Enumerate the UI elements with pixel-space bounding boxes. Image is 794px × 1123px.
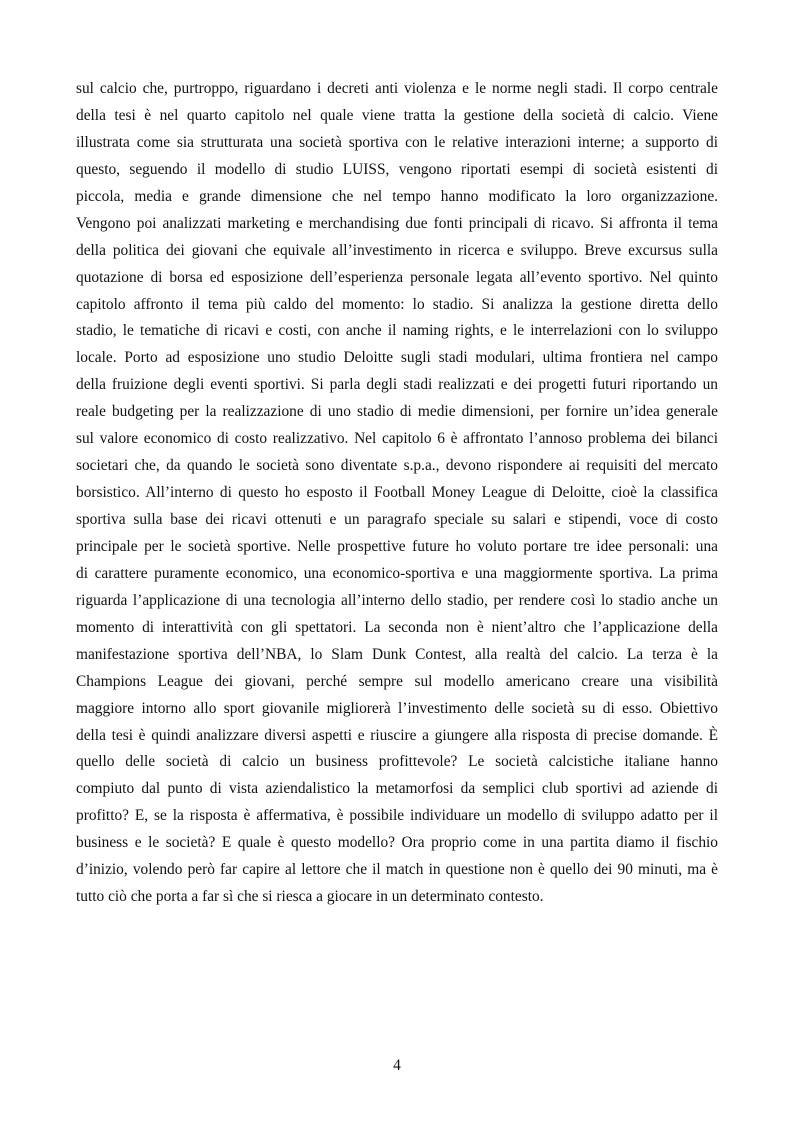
text-line: capitolo affronto il tema più caldo del momento: lo stadio. Si analizza la gestione diretta dello [76,295,718,313]
text-line: di carattere puramente economico, una economico-sportiva e una maggiormente sportiva. La prima [76,564,718,582]
text-line: momento di interattività con gli spettatori. La seconda non è nient’altro che l’applicazione della [76,618,718,636]
text-line: della politica dei giovani che equivale all’investimento in ricerca e sviluppo. Breve excursus sulla [76,241,718,259]
text-line: d’inizio, volendo però far capire al lettore che il match in questione non è quello dei 90 minuti, ma è [76,861,718,879]
text-line: principale per le società sportive. Nelle prospettive future ho voluto portare tre idee personali: una [76,537,718,555]
text-line: borsistico. All’interno di questo ho esposto il Football Money League di Deloitte, cioè la classifica [76,484,718,502]
text-line: compiuto dal punto di vista aziendalistico la metamorfosi da semplici club sportivi ad aziende di [76,780,718,798]
body-paragraph [76,76,718,911]
text-line: sul valore economico di costo realizzativo. Nel capitolo 6 è affrontato l’annoso problema dei bilanci [76,430,718,448]
text-line: business e le società? E quale è questo modello? Ora proprio come in una partita diamo il fischio [76,834,718,852]
text-line: della tesi è nel quarto capitolo nel quale viene tratta la gestione della società di calcio. Viene [76,106,718,124]
text-line: della fruizione degli eventi sportivi. Si parla degli stadi realizzati e dei progetti futuri riportando un [76,376,718,394]
text-line: reale budgeting per la realizzazione di uno stadio di medie dimensioni, per fornire un’idea generale [76,403,718,421]
text-line: manifestazione sportiva dell’NBA, lo Slam Dunk Contest, alla realtà del calcio. La terza è la [76,645,718,663]
text-line: sul calcio che, purtroppo, riguardano i decreti anti violenza e le norme negli stadi. Il corpo centrale [76,80,718,97]
text-line: profitto? E, se la risposta è affermativa, è possibile individuare un modello di sviluppo adatto per il [76,807,718,825]
text-line: illustrata come sia strutturata una società sportiva con le relative interazioni interne; a supporto di [76,133,718,151]
text-line: tutto ciò che porta a far sì che si riesca a giocare in un determinato contesto. [76,888,544,906]
text-line: maggiore intorno allo sport giovanile migliorerà l’investimento delle società su di esso. Obiettivo [76,699,718,717]
text-line: quotazione di borsa ed esposizione dell’esperienza personale legata all’evento sportivo. Nel quinto [76,268,718,286]
text-line: stadio, le tematiche di ricavi e costi, con anche il naming rights, e le interrelazioni con lo sviluppo [76,322,718,340]
text-line: quello delle società di calcio un business profittevole? Le società calcistiche italiane hanno [76,753,718,771]
text-line: della tesi è quindi analizzare diversi aspetti e riuscire a giungere alla risposta di precise domande. È [76,726,718,744]
text-line: Champions League dei giovani, perché sempre sul modello americano creare una visibilità [76,672,718,690]
text-line: riguarda l’applicazione di una tecnologia all’interno dello stadio, per rendere così lo stadio anche un [76,591,718,609]
text-line: societari che, da quando le società sono diventate s.p.a., devono rispondere ai requisiti del mercato [76,457,718,475]
page-number: 4 [393,1057,401,1074]
text-line: Vengono poi analizzati marketing e merchandising due fonti principali di ricavo. Si affronta il tema [76,214,718,232]
text-line: piccola, media e grande dimensione che nel tempo hanno modificato la loro organizzazione. [76,187,718,205]
text-line: questo, seguendo il modello di studio LUISS, vengono riportati esempi di società esistenti di [76,160,718,178]
text-line: sportiva sulla base dei ricavi ottenuti e un paragrafo speciale su salari e stipendi, voce di costo [76,511,718,528]
text-line: locale. Porto ad esposizione uno studio Deloitte sugli stadi modulari, ultima frontiera nel campo [76,349,718,367]
